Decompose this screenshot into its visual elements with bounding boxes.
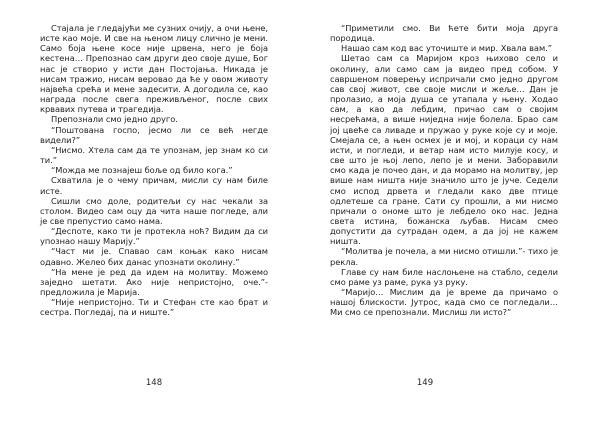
- paragraph: “Маријо… Мислим да је време да причамо о нашој блискости. Јутрос, када смо се погледали… Ми смо се препознали. Мислиш ли исто?”: [330, 287, 558, 318]
- paragraph: “Молитва је почела, а ми нисмо отишли.”- тихо је рекла.: [330, 246, 558, 267]
- paragraph: Главе су нам биле наслоњене на стабло, седели смо раме уз раме, рука уз руку.: [330, 266, 558, 287]
- paragraph: Нашао сам код вас уточиште и мир. Хвала вам.”: [341, 43, 552, 54]
- paragraph: Сишли смо доле, родитељи су нас чекали за столом. Видео сам оцу да чита наше погледе, али је све препустио само нама.: [40, 195, 268, 226]
- paragraph: Шетао сам са Маријом кроз њихово село и околину, али само сам ја видео пред собом. У савршеном поверењу испричали смо једно другом сав свој живот, све своје мисли и жеље… Дан је пролазио, а моја душа се утапала у њену. Ходао сам, а као да лебдим, причао сам о својим несрећама, а више ниједна није болела. Брао сам јој цвеће са ливаде и пружао у руке које су и моје. Смејала се, а њен осмех је и мој, и кораци су нам исти, и погледи, и ветар нам исто милује косу, и све што је њој лепо, лепо је и мени. Заборавили смо када је почео дан, и да морамо на молитву, јер више нам ништа није значило што је јуче. Седели смо испод дрвета и гледали како две птице одлетеше са гране. Сати су прошли, а ми нисмо причали о ономе што је лебдело око нас. Једна света истина, божанска љубав. Нисам смео допустити да сутрадан одем, а да јој не кажем ништа.: [330, 53, 558, 247]
- paragraph: Схватила је о чему причам, мисли су нам биле исте.: [40, 175, 268, 196]
- page-number: 149: [416, 378, 434, 388]
- paragraph: Стајала је гледајући ме сузних очију, а очи њене, исте као моје. И све на њеном лицу слично је мени. Само боја њене косе није црвена, него је боја кестена… Препознао сам други део своје душе, Бог нас је створио у исти дан Постојања. Никада је нисам тражио, нисам веровао да ће у овом животу највећа срећа и мене задесити. А догодила се, као награда после свега преживљеног, после свих крвавих путева и трагедија.: [40, 23, 268, 115]
- paragraph: “Можда ме познајеш боље од било кога.”: [51, 165, 233, 176]
- paragraph: “На мене је ред да идем на молитву. Можемо заједно шетати. Ако није непристојно, оче.”- предложила је Марија.: [40, 266, 268, 298]
- right-page: [300, 0, 600, 424]
- paragraph: “Деспоте, како ти је протекла ноћ? Видим да си упознао нашу Марију.”: [40, 226, 268, 247]
- page-number: 148: [145, 378, 163, 388]
- paragraph: “Поштована госпо, јесмо ли се већ негде видели?”: [40, 124, 268, 145]
- paragraph: Препознали смо једно друго.: [51, 114, 178, 125]
- left-page-text: [40, 23, 268, 318]
- right-page-text: [330, 23, 558, 318]
- paragraph: “Нисмо. Хтела сам да те упознам, јер знам ко си ти.”: [40, 144, 268, 166]
- paragraph: “Част ми је. Спавао сам коњак како нисам одавно. Желео бих данас упознати околину.”: [40, 246, 268, 267]
- paragraph: “Приметили смо. Ви ћете бити моја друга породица.: [330, 23, 558, 44]
- paragraph: “Није непристојно. Ти и Стефан сте као брат и сестра. Погледај, па и ниште.”: [40, 297, 268, 318]
